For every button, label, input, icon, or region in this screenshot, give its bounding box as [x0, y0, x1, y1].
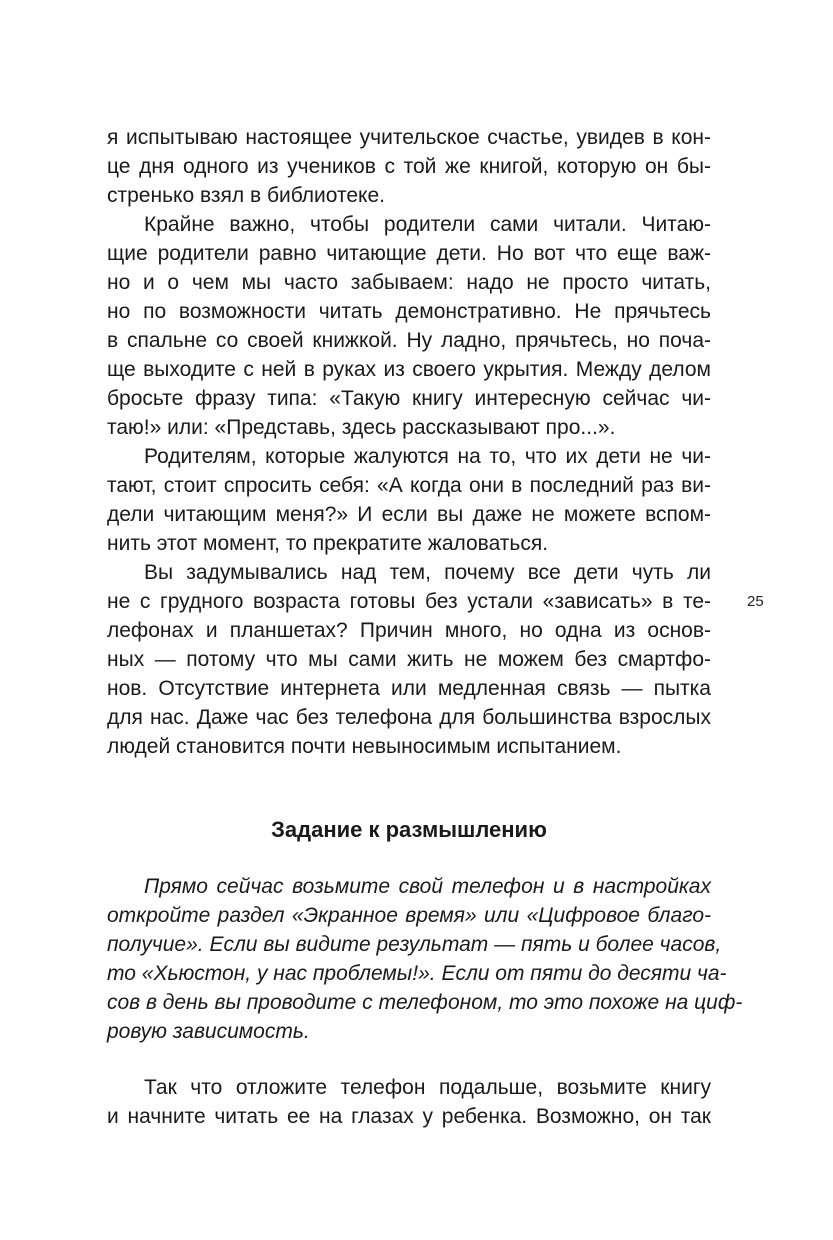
text-line: дели читающим меня?» И если вы даже не можете вспом- — [107, 503, 711, 526]
text-line: бросьте фразу типа: «Такую книгу интересную сейчас чи- — [107, 387, 711, 410]
text-line: ще выходите с ней в руках из своего укрытия. Между делом — [107, 358, 711, 381]
text-line: для нас. Даже час без телефона для большинства взрослых — [107, 706, 711, 729]
text-line: в спальне со своей книжкой. Ну ладно, прячьтесь, но поча- — [107, 329, 711, 352]
task-line: откройте раздел «Экранное время» или «Цифровое благо- — [107, 904, 711, 927]
text-line: це дня одного из учеников с той же книгой, которую он бы- — [107, 155, 711, 178]
task-line: то «Хьюстон, у нас проблемы!». Если от пяти до десяти ча- — [107, 962, 727, 985]
text-line: щие родители равно читающие дети. Но вот что еще важ- — [107, 242, 711, 265]
text-line: людей становится почти невыносимым испытанием. — [107, 735, 622, 758]
text-line: Крайне важно, чтобы родители сами читали. Читаю- — [144, 213, 711, 236]
main-text — [107, 123, 711, 761]
text-line: но по возможности читать демонстративно. Не прячьтесь — [107, 300, 711, 323]
text-line: я испытываю настоящее учительское счастье, увидев в кон- — [107, 126, 711, 149]
text-line: Так что отложите телефон подальше, возьмите книгу — [144, 1076, 711, 1099]
task-text — [107, 872, 743, 1046]
task-line: получие». Если вы видите результат — пять и более часов, — [107, 933, 722, 956]
text-line: ных — потому что мы сами жить не можем без смартфо- — [107, 648, 711, 671]
text-line: лефонах и планшетах? Причин много, но одна из основ- — [107, 619, 711, 642]
task-line: сов в день вы проводите с телефоном, то это похоже на циф- — [107, 991, 743, 1014]
text-line: стренько взял в библиотеке. — [107, 184, 385, 207]
text-line: не с грудного возраста готовы без устали «зависать» в те- — [107, 590, 711, 613]
text-line: нить этот момент, то прекратите жаловаться. — [107, 532, 549, 555]
closing-text — [107, 1073, 711, 1131]
section-heading: Задание к размышлению — [271, 817, 547, 842]
text-line: тают, стоит спросить себя: «А когда они в последний раз ви- — [107, 474, 711, 497]
task-line: Прямо сейчас возьмите свой телефон и в настройках — [144, 875, 711, 898]
page-number: 25 — [747, 593, 764, 610]
text-line: Вы задумывались над тем, почему все дети чуть ли — [144, 561, 711, 584]
text-line: нов. Отсутствие интернета или медленная связь — пытка — [107, 677, 711, 700]
text-line: и начните читать ее на глазах у ребенка. Возможно, он так — [107, 1105, 711, 1128]
text-line: Родителям, которые жалуются на то, что их дети не чи- — [144, 445, 711, 468]
task-line: ровую зависимость. — [107, 1020, 310, 1043]
text-line: но и о чем мы часто забываем: надо не просто читать, — [107, 271, 711, 294]
text-line: таю!» или: «Представь, здесь рассказывают про...». — [107, 416, 616, 439]
